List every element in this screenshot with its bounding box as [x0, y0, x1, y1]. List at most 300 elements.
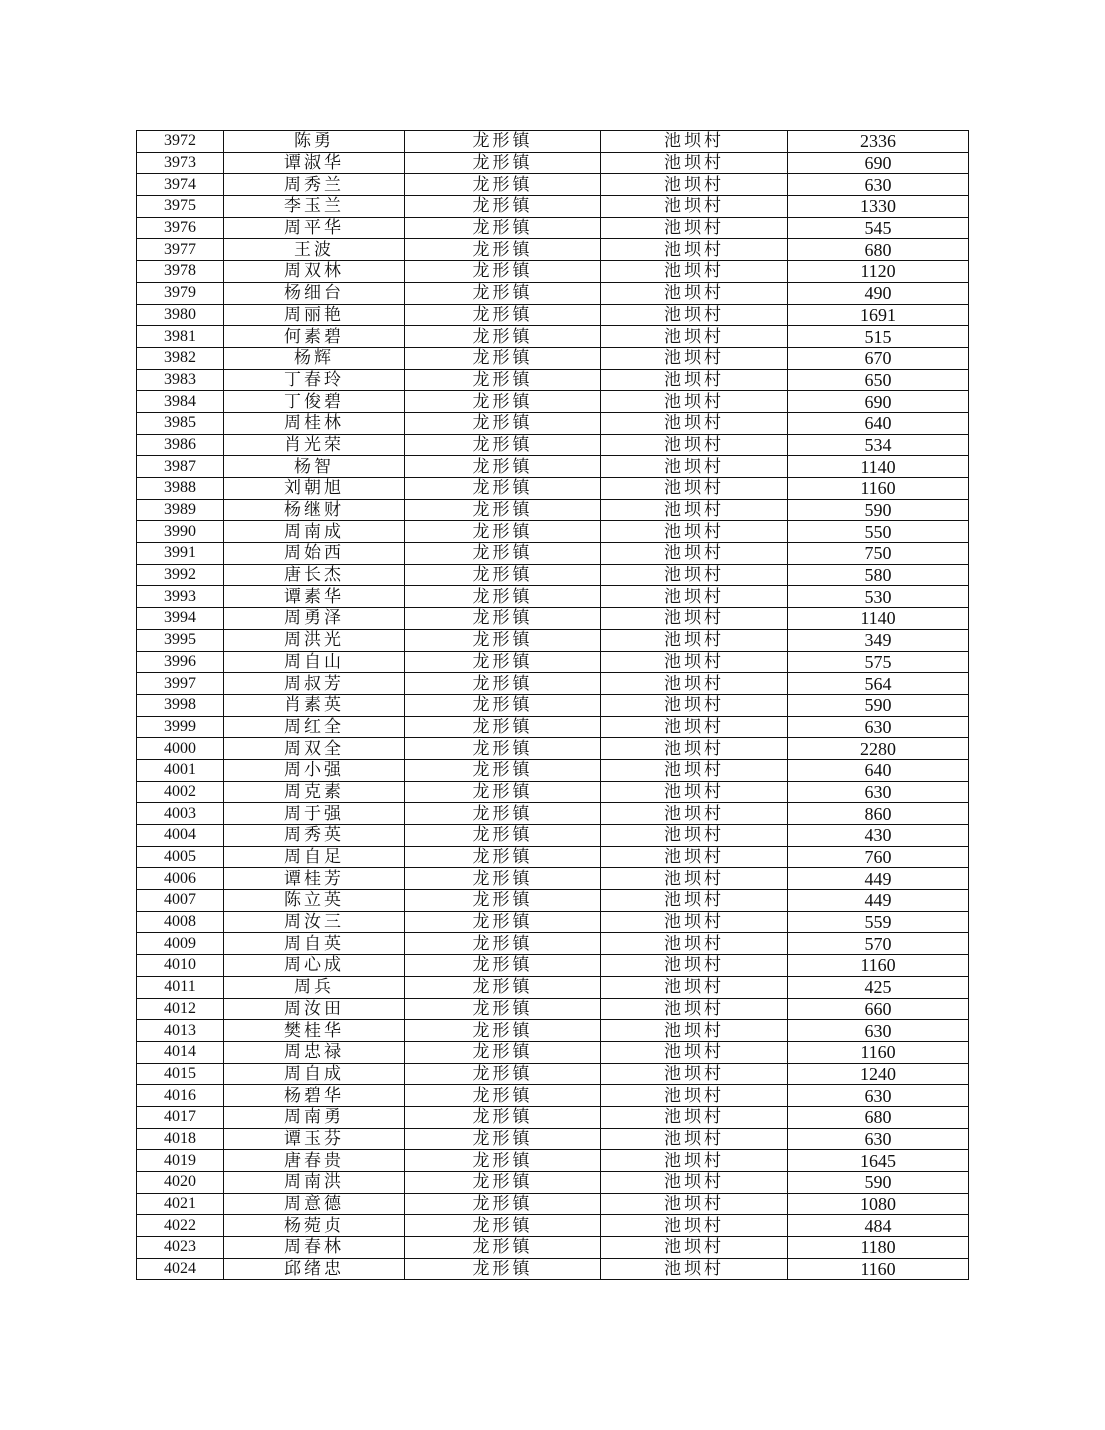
village-cell: 池坝村 — [601, 326, 788, 348]
table-row — [137, 261, 969, 283]
village-cell: 池坝村 — [601, 1106, 788, 1128]
name-cell: 杨菀贞 — [224, 1215, 405, 1237]
row-number-cell: 3983 — [137, 369, 224, 391]
table-row — [137, 217, 969, 239]
row-number-cell: 3984 — [137, 391, 224, 413]
village-cell: 池坝村 — [601, 716, 788, 738]
town-cell: 龙形镇 — [405, 564, 601, 586]
village-cell: 池坝村 — [601, 564, 788, 586]
row-number-cell: 3977 — [137, 239, 224, 261]
table-row — [137, 499, 969, 521]
amount-cell: 680 — [788, 1106, 969, 1128]
amount-cell: 484 — [788, 1215, 969, 1237]
table-row — [137, 911, 969, 933]
amount-cell: 690 — [788, 152, 969, 174]
name-cell: 杨碧华 — [224, 1085, 405, 1107]
table-row — [137, 629, 969, 651]
village-cell: 池坝村 — [601, 1150, 788, 1172]
table-row — [137, 131, 969, 153]
amount-cell: 630 — [788, 716, 969, 738]
village-cell: 池坝村 — [601, 478, 788, 500]
town-cell: 龙形镇 — [405, 369, 601, 391]
row-number-cell: 4011 — [137, 976, 224, 998]
town-cell: 龙形镇 — [405, 1063, 601, 1085]
name-cell: 陈勇 — [224, 131, 405, 153]
name-cell: 周汝三 — [224, 911, 405, 933]
town-cell: 龙形镇 — [405, 434, 601, 456]
town-cell: 龙形镇 — [405, 608, 601, 630]
row-number-cell: 4023 — [137, 1237, 224, 1259]
town-cell: 龙形镇 — [405, 825, 601, 847]
row-number-cell: 3973 — [137, 152, 224, 174]
table-row — [137, 673, 969, 695]
town-cell: 龙形镇 — [405, 304, 601, 326]
town-cell: 龙形镇 — [405, 391, 601, 413]
town-cell: 龙形镇 — [405, 1193, 601, 1215]
row-number-cell: 4001 — [137, 759, 224, 781]
name-cell: 周桂林 — [224, 412, 405, 434]
village-cell: 池坝村 — [601, 196, 788, 218]
row-number-cell: 3988 — [137, 478, 224, 500]
name-cell: 周自成 — [224, 1063, 405, 1085]
table-row — [137, 868, 969, 890]
table-row — [137, 1215, 969, 1237]
town-cell: 龙形镇 — [405, 239, 601, 261]
amount-cell: 590 — [788, 499, 969, 521]
village-cell: 池坝村 — [601, 1041, 788, 1063]
village-cell: 池坝村 — [601, 1063, 788, 1085]
town-cell: 龙形镇 — [405, 1172, 601, 1194]
row-number-cell: 4005 — [137, 846, 224, 868]
table-row — [137, 369, 969, 391]
name-cell: 何素碧 — [224, 326, 405, 348]
village-cell: 池坝村 — [601, 412, 788, 434]
town-cell: 龙形镇 — [405, 911, 601, 933]
table-row — [137, 586, 969, 608]
row-number-cell: 3992 — [137, 564, 224, 586]
name-cell: 周南勇 — [224, 1106, 405, 1128]
name-cell: 樊桂华 — [224, 1020, 405, 1042]
amount-cell: 1160 — [788, 1041, 969, 1063]
table-row — [137, 174, 969, 196]
amount-cell: 680 — [788, 239, 969, 261]
table-row — [137, 1237, 969, 1259]
name-cell: 李玉兰 — [224, 196, 405, 218]
name-cell: 刘朝旭 — [224, 478, 405, 500]
town-cell: 龙形镇 — [405, 781, 601, 803]
name-cell: 唐春贵 — [224, 1150, 405, 1172]
row-number-cell: 3974 — [137, 174, 224, 196]
row-number-cell: 3982 — [137, 347, 224, 369]
amount-cell: 490 — [788, 282, 969, 304]
village-cell: 池坝村 — [601, 738, 788, 760]
village-cell: 池坝村 — [601, 1258, 788, 1280]
town-cell: 龙形镇 — [405, 1150, 601, 1172]
amount-cell: 449 — [788, 868, 969, 890]
row-number-cell: 4020 — [137, 1172, 224, 1194]
town-cell: 龙形镇 — [405, 1020, 601, 1042]
row-number-cell: 4000 — [137, 738, 224, 760]
data-table — [136, 130, 969, 1280]
table-row — [137, 998, 969, 1020]
amount-cell: 1160 — [788, 478, 969, 500]
table-row — [137, 152, 969, 174]
row-number-cell: 4021 — [137, 1193, 224, 1215]
amount-cell: 1240 — [788, 1063, 969, 1085]
village-cell: 池坝村 — [601, 347, 788, 369]
amount-cell: 630 — [788, 1020, 969, 1042]
village-cell: 池坝村 — [601, 521, 788, 543]
amount-cell: 670 — [788, 347, 969, 369]
row-number-cell: 3975 — [137, 196, 224, 218]
row-number-cell: 4024 — [137, 1258, 224, 1280]
village-cell: 池坝村 — [601, 976, 788, 998]
row-number-cell: 4013 — [137, 1020, 224, 1042]
town-cell: 龙形镇 — [405, 890, 601, 912]
row-number-cell: 3981 — [137, 326, 224, 348]
name-cell: 谭桂芳 — [224, 868, 405, 890]
town-cell: 龙形镇 — [405, 1041, 601, 1063]
village-cell: 池坝村 — [601, 543, 788, 565]
town-cell: 龙形镇 — [405, 803, 601, 825]
name-cell: 周双林 — [224, 261, 405, 283]
row-number-cell: 3994 — [137, 608, 224, 630]
town-cell: 龙形镇 — [405, 846, 601, 868]
name-cell: 周自足 — [224, 846, 405, 868]
table-row — [137, 976, 969, 998]
town-cell: 龙形镇 — [405, 933, 601, 955]
village-cell: 池坝村 — [601, 629, 788, 651]
amount-cell: 1160 — [788, 955, 969, 977]
table-row — [137, 781, 969, 803]
name-cell: 陈立英 — [224, 890, 405, 912]
table-row — [137, 1193, 969, 1215]
row-number-cell: 4009 — [137, 933, 224, 955]
town-cell: 龙形镇 — [405, 326, 601, 348]
town-cell: 龙形镇 — [405, 1237, 601, 1259]
row-number-cell: 4012 — [137, 998, 224, 1020]
amount-cell: 580 — [788, 564, 969, 586]
name-cell: 周秀兰 — [224, 174, 405, 196]
name-cell: 周红全 — [224, 716, 405, 738]
town-cell: 龙形镇 — [405, 586, 601, 608]
table-row — [137, 1172, 969, 1194]
table-row — [137, 825, 969, 847]
village-cell: 池坝村 — [601, 1193, 788, 1215]
table-row — [137, 326, 969, 348]
town-cell: 龙形镇 — [405, 347, 601, 369]
row-number-cell: 3990 — [137, 521, 224, 543]
amount-cell: 430 — [788, 825, 969, 847]
row-number-cell: 3999 — [137, 716, 224, 738]
village-cell: 池坝村 — [601, 174, 788, 196]
amount-cell: 449 — [788, 890, 969, 912]
table-row — [137, 1150, 969, 1172]
amount-cell: 550 — [788, 521, 969, 543]
name-cell: 周勇泽 — [224, 608, 405, 630]
table-row — [137, 716, 969, 738]
village-cell: 池坝村 — [601, 261, 788, 283]
name-cell: 唐长杰 — [224, 564, 405, 586]
town-cell: 龙形镇 — [405, 543, 601, 565]
name-cell: 周自英 — [224, 933, 405, 955]
village-cell: 池坝村 — [601, 911, 788, 933]
amount-cell: 750 — [788, 543, 969, 565]
table-row — [137, 1085, 969, 1107]
village-cell: 池坝村 — [601, 673, 788, 695]
town-cell: 龙形镇 — [405, 629, 601, 651]
name-cell: 谭淑华 — [224, 152, 405, 174]
name-cell: 谭玉芬 — [224, 1128, 405, 1150]
table-row — [137, 803, 969, 825]
name-cell: 周春林 — [224, 1237, 405, 1259]
amount-cell: 425 — [788, 976, 969, 998]
village-cell: 池坝村 — [601, 694, 788, 716]
name-cell: 杨辉 — [224, 347, 405, 369]
amount-cell: 1160 — [788, 1258, 969, 1280]
row-number-cell: 4017 — [137, 1106, 224, 1128]
town-cell: 龙形镇 — [405, 955, 601, 977]
name-cell: 周南成 — [224, 521, 405, 543]
village-cell: 池坝村 — [601, 933, 788, 955]
amount-cell: 1180 — [788, 1237, 969, 1259]
village-cell: 池坝村 — [601, 1128, 788, 1150]
town-cell: 龙形镇 — [405, 694, 601, 716]
town-cell: 龙形镇 — [405, 217, 601, 239]
amount-cell: 630 — [788, 1085, 969, 1107]
amount-cell: 515 — [788, 326, 969, 348]
row-number-cell: 3985 — [137, 412, 224, 434]
name-cell: 杨继财 — [224, 499, 405, 521]
name-cell: 周于强 — [224, 803, 405, 825]
amount-cell: 590 — [788, 1172, 969, 1194]
name-cell: 丁春玲 — [224, 369, 405, 391]
amount-cell: 660 — [788, 998, 969, 1020]
town-cell: 龙形镇 — [405, 499, 601, 521]
amount-cell: 1691 — [788, 304, 969, 326]
table-row — [137, 694, 969, 716]
table-row — [137, 1106, 969, 1128]
amount-cell: 630 — [788, 1128, 969, 1150]
town-cell: 龙形镇 — [405, 1085, 601, 1107]
table-row — [137, 738, 969, 760]
amount-cell: 630 — [788, 781, 969, 803]
village-cell: 池坝村 — [601, 131, 788, 153]
village-cell: 池坝村 — [601, 152, 788, 174]
town-cell: 龙形镇 — [405, 478, 601, 500]
name-cell: 周平华 — [224, 217, 405, 239]
town-cell: 龙形镇 — [405, 521, 601, 543]
amount-cell: 640 — [788, 412, 969, 434]
amount-cell: 545 — [788, 217, 969, 239]
table-row — [137, 282, 969, 304]
name-cell: 周自山 — [224, 651, 405, 673]
table-row — [137, 1020, 969, 1042]
table-row — [137, 304, 969, 326]
name-cell: 邱绪忠 — [224, 1258, 405, 1280]
village-cell: 池坝村 — [601, 499, 788, 521]
town-cell: 龙形镇 — [405, 738, 601, 760]
town-cell: 龙形镇 — [405, 174, 601, 196]
amount-cell: 640 — [788, 759, 969, 781]
table-row — [137, 478, 969, 500]
table-row — [137, 890, 969, 912]
row-number-cell: 3996 — [137, 651, 224, 673]
table-row — [137, 651, 969, 673]
table-row — [137, 1258, 969, 1280]
row-number-cell: 4019 — [137, 1150, 224, 1172]
table-row — [137, 239, 969, 261]
town-cell: 龙形镇 — [405, 152, 601, 174]
name-cell: 谭素华 — [224, 586, 405, 608]
row-number-cell: 3995 — [137, 629, 224, 651]
amount-cell: 564 — [788, 673, 969, 695]
row-number-cell: 3972 — [137, 131, 224, 153]
row-number-cell: 3986 — [137, 434, 224, 456]
amount-cell: 1140 — [788, 608, 969, 630]
village-cell: 池坝村 — [601, 1020, 788, 1042]
row-number-cell: 4007 — [137, 890, 224, 912]
village-cell: 池坝村 — [601, 955, 788, 977]
table-row — [137, 564, 969, 586]
village-cell: 池坝村 — [601, 586, 788, 608]
village-cell: 池坝村 — [601, 282, 788, 304]
row-number-cell: 4002 — [137, 781, 224, 803]
village-cell: 池坝村 — [601, 868, 788, 890]
town-cell: 龙形镇 — [405, 412, 601, 434]
amount-cell: 530 — [788, 586, 969, 608]
row-number-cell: 4010 — [137, 955, 224, 977]
town-cell: 龙形镇 — [405, 1106, 601, 1128]
town-cell: 龙形镇 — [405, 282, 601, 304]
village-cell: 池坝村 — [601, 781, 788, 803]
town-cell: 龙形镇 — [405, 759, 601, 781]
village-cell: 池坝村 — [601, 304, 788, 326]
village-cell: 池坝村 — [601, 217, 788, 239]
name-cell: 周双全 — [224, 738, 405, 760]
table-row — [137, 347, 969, 369]
amount-cell: 860 — [788, 803, 969, 825]
amount-cell: 630 — [788, 174, 969, 196]
table-row — [137, 543, 969, 565]
village-cell: 池坝村 — [601, 651, 788, 673]
table-body — [137, 131, 969, 1280]
town-cell: 龙形镇 — [405, 1215, 601, 1237]
amount-cell: 2336 — [788, 131, 969, 153]
name-cell: 周始西 — [224, 543, 405, 565]
name-cell: 周意德 — [224, 1193, 405, 1215]
table-row — [137, 521, 969, 543]
name-cell: 肖光荣 — [224, 434, 405, 456]
table-row — [137, 846, 969, 868]
name-cell: 周心成 — [224, 955, 405, 977]
village-cell: 池坝村 — [601, 1085, 788, 1107]
table-row — [137, 196, 969, 218]
table-row — [137, 1041, 969, 1063]
town-cell: 龙形镇 — [405, 976, 601, 998]
village-cell: 池坝村 — [601, 239, 788, 261]
table-row — [137, 412, 969, 434]
village-cell: 池坝村 — [601, 369, 788, 391]
row-number-cell: 3989 — [137, 499, 224, 521]
name-cell: 周丽艳 — [224, 304, 405, 326]
village-cell: 池坝村 — [601, 998, 788, 1020]
table-row — [137, 933, 969, 955]
name-cell: 周叔芳 — [224, 673, 405, 695]
town-cell: 龙形镇 — [405, 131, 601, 153]
village-cell: 池坝村 — [601, 391, 788, 413]
village-cell: 池坝村 — [601, 1215, 788, 1237]
amount-cell: 760 — [788, 846, 969, 868]
row-number-cell: 4016 — [137, 1085, 224, 1107]
name-cell: 周兵 — [224, 976, 405, 998]
table-row — [137, 1063, 969, 1085]
name-cell: 周汝田 — [224, 998, 405, 1020]
amount-cell: 590 — [788, 694, 969, 716]
name-cell: 杨细台 — [224, 282, 405, 304]
town-cell: 龙形镇 — [405, 1258, 601, 1280]
name-cell: 王波 — [224, 239, 405, 261]
village-cell: 池坝村 — [601, 1237, 788, 1259]
village-cell: 池坝村 — [601, 890, 788, 912]
name-cell: 杨智 — [224, 456, 405, 478]
village-cell: 池坝村 — [601, 825, 788, 847]
row-number-cell: 4018 — [137, 1128, 224, 1150]
village-cell: 池坝村 — [601, 846, 788, 868]
amount-cell: 1120 — [788, 261, 969, 283]
name-cell: 丁俊碧 — [224, 391, 405, 413]
town-cell: 龙形镇 — [405, 196, 601, 218]
amount-cell: 1330 — [788, 196, 969, 218]
row-number-cell: 3976 — [137, 217, 224, 239]
table-row — [137, 955, 969, 977]
amount-cell: 349 — [788, 629, 969, 651]
name-cell: 周秀英 — [224, 825, 405, 847]
row-number-cell: 4004 — [137, 825, 224, 847]
table-row — [137, 434, 969, 456]
village-cell: 池坝村 — [601, 803, 788, 825]
village-cell: 池坝村 — [601, 759, 788, 781]
table-row — [137, 1128, 969, 1150]
table-row — [137, 456, 969, 478]
amount-cell: 534 — [788, 434, 969, 456]
name-cell: 周忠禄 — [224, 1041, 405, 1063]
name-cell: 周小强 — [224, 759, 405, 781]
amount-cell: 570 — [788, 933, 969, 955]
row-number-cell: 4003 — [137, 803, 224, 825]
town-cell: 龙形镇 — [405, 651, 601, 673]
name-cell: 周克素 — [224, 781, 405, 803]
row-number-cell: 3997 — [137, 673, 224, 695]
row-number-cell: 4006 — [137, 868, 224, 890]
row-number-cell: 3978 — [137, 261, 224, 283]
village-cell: 池坝村 — [601, 456, 788, 478]
town-cell: 龙形镇 — [405, 1128, 601, 1150]
table-row — [137, 391, 969, 413]
row-number-cell: 3998 — [137, 694, 224, 716]
name-cell: 肖素英 — [224, 694, 405, 716]
row-number-cell: 3987 — [137, 456, 224, 478]
name-cell: 周南洪 — [224, 1172, 405, 1194]
village-cell: 池坝村 — [601, 608, 788, 630]
town-cell: 龙形镇 — [405, 868, 601, 890]
amount-cell: 575 — [788, 651, 969, 673]
row-number-cell: 4015 — [137, 1063, 224, 1085]
row-number-cell: 3991 — [137, 543, 224, 565]
amount-cell: 1080 — [788, 1193, 969, 1215]
village-cell: 池坝村 — [601, 434, 788, 456]
amount-cell: 2280 — [788, 738, 969, 760]
